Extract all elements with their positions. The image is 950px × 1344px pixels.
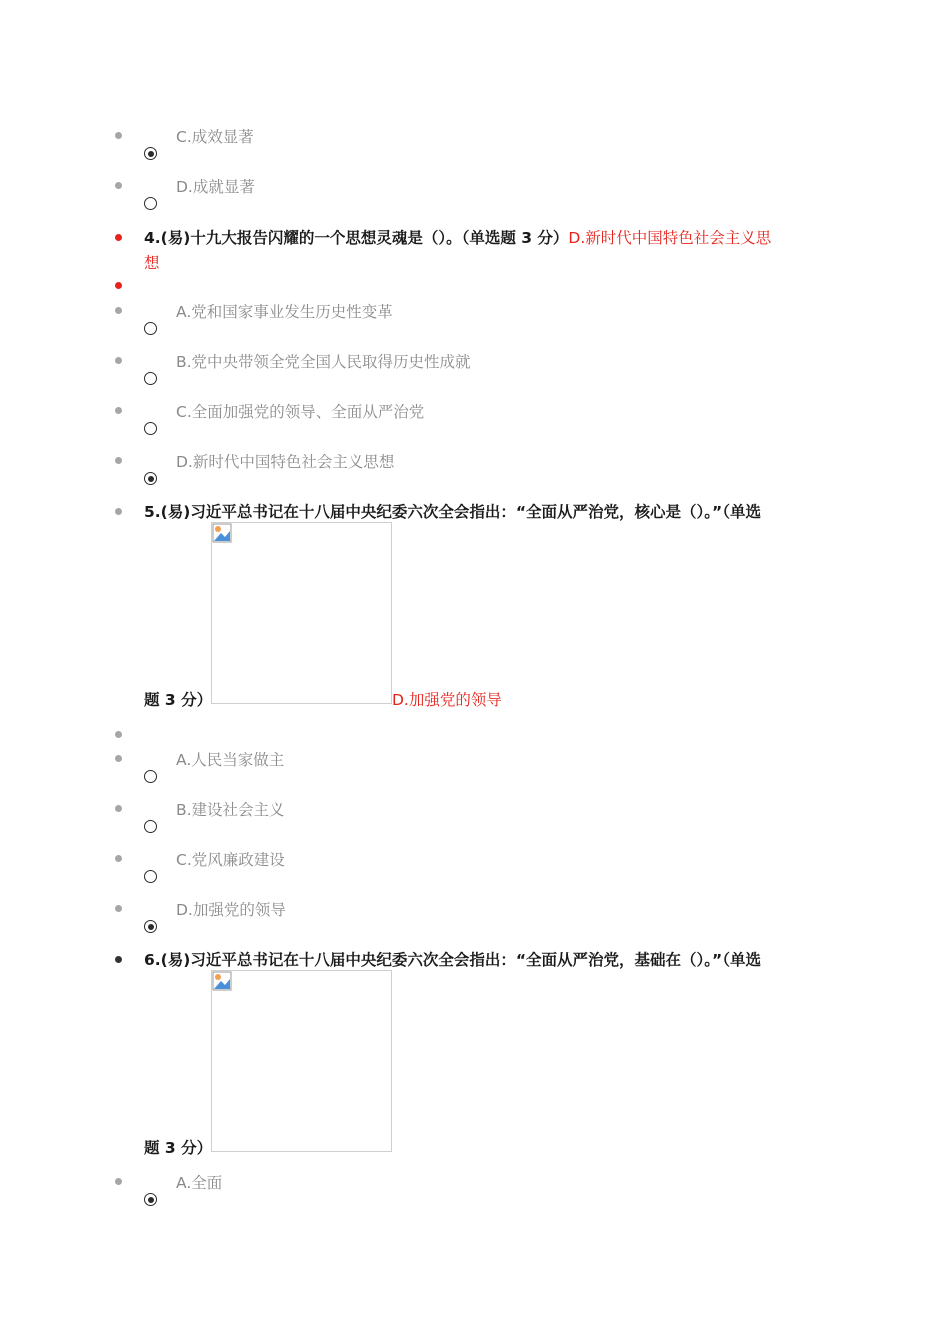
radio-button[interactable] (144, 322, 157, 335)
radio-button[interactable] (144, 197, 157, 210)
bullet (115, 508, 122, 515)
question-text-cont: 题 3 分） (144, 1139, 213, 1157)
broken-image-icon (212, 523, 232, 543)
option-label: A.人民当家做主 (176, 751, 285, 769)
question-text (144, 226, 771, 248)
bullet (115, 234, 122, 241)
bullet (115, 731, 122, 738)
radio-button[interactable] (144, 472, 157, 485)
correct-answer: D.加强党的领导 (392, 691, 502, 709)
bullet (115, 282, 122, 289)
option-label: D.新时代中国特色社会主义思想 (176, 453, 395, 471)
option-label: A.党和国家事业发生历史性变革 (176, 303, 393, 321)
radio-button[interactable] (144, 422, 157, 435)
option-label: C.全面加强党的领导、全面从严治党 (176, 403, 425, 421)
correct-answer: D.新时代中国特色社会主义思 (568, 229, 772, 247)
radio-button[interactable] (144, 147, 157, 160)
question-text: 5.(易)习近平总书记在十八届中央纪委六次全会指出：“全面从严治党，核心是（）。”（单选 (144, 503, 761, 521)
broken-image (211, 522, 392, 704)
question-text-cont: 题 3 分） (144, 691, 213, 709)
bullet (115, 307, 122, 314)
bullet (115, 905, 122, 912)
correct-answer-wrap: 想 (144, 254, 160, 272)
radio-button[interactable] (144, 870, 157, 883)
bullet (115, 132, 122, 139)
broken-image (211, 970, 392, 1152)
question-text: 6.(易)习近平总书记在十八届中央纪委六次全会指出：“全面从严治党，基础在（）。”（单选 (144, 951, 761, 969)
option-label: D.成就显著 (176, 178, 255, 196)
option-label: D.加强党的领导 (176, 901, 286, 919)
bullet (115, 755, 122, 762)
option-label: B.党中央带领全党全国人民取得历史性成就 (176, 353, 471, 371)
question-prompt: 4.(易)十九大报告闪耀的一个思想灵魂是（）。（单选题 3 分） (144, 229, 569, 247)
option-label: B.建设社会主义 (176, 801, 285, 819)
option-label: C.成效显著 (176, 128, 254, 146)
bullet (115, 805, 122, 812)
bullet (115, 457, 122, 464)
bullet (115, 956, 122, 963)
option-label: C.党风廉政建设 (176, 851, 285, 869)
option-label: A.全面 (176, 1174, 223, 1192)
radio-button[interactable] (144, 1193, 157, 1206)
bullet (115, 182, 122, 189)
bullet (115, 855, 122, 862)
broken-image-icon (212, 971, 232, 991)
radio-button[interactable] (144, 372, 157, 385)
bullet (115, 357, 122, 364)
bullet (115, 407, 122, 414)
radio-button[interactable] (144, 820, 157, 833)
radio-button[interactable] (144, 770, 157, 783)
bullet (115, 1178, 122, 1185)
radio-button[interactable] (144, 920, 157, 933)
